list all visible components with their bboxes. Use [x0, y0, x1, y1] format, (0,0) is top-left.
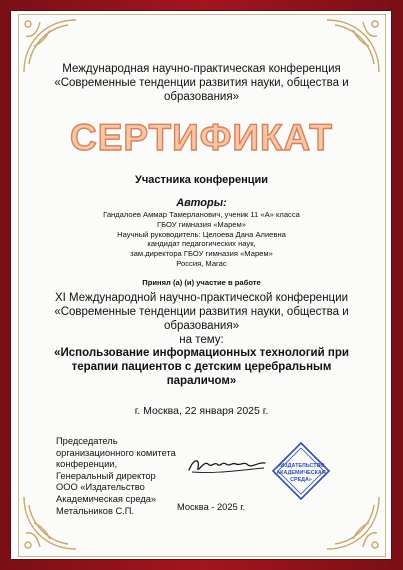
topic-title	[0, 347, 403, 388]
stamp-text-line: «ИЗДАТЕЛЬСТВО	[277, 463, 325, 469]
corner-ornament-bottom-right	[323, 493, 383, 553]
author-line: Гандалоев Аммар Тамерланович, ученик 11 «А» класса	[103, 210, 300, 219]
header-line: Международная научно-практическая конференция	[62, 63, 341, 75]
publisher-stamp	[270, 440, 332, 502]
date-line: г. Москва, 22 января 2025 г.	[134, 405, 269, 417]
header-line: «Современные тенденции развития науки, общества и	[54, 77, 349, 89]
authors-block	[0, 210, 403, 269]
conference-line: XI Международной научно-практической конференции	[54, 292, 348, 304]
author-line: кандидат педагогических наук,	[147, 239, 256, 249]
author-line: Россия, Магас	[176, 258, 227, 268]
signatory-line: конференции,	[56, 459, 118, 470]
signatory-line: Метальников С.П.	[56, 505, 135, 516]
topic-line: параличом»	[166, 374, 237, 387]
signatory-line: Академическая среда»	[56, 493, 157, 504]
participation-note: Принял (а) (и) участие в работе	[142, 278, 261, 287]
author-line: Научный руководитель: Целоева Дана Алиевна	[117, 229, 286, 239]
signatory-line: организационного комитета	[56, 447, 176, 458]
authors-label: Авторы:	[176, 197, 227, 209]
conference-name	[0, 292, 403, 333]
topic-line: «Использование информационных технологий при	[54, 347, 349, 359]
header-line: образования»	[164, 91, 239, 103]
signature-image	[186, 452, 268, 478]
certificate-title: СЕРТИФИКАТ	[69, 117, 334, 158]
signatory-line: Генеральный директор	[56, 470, 156, 481]
stamp-text-line: АКАДЕМИЧЕСКАЯ	[276, 470, 326, 476]
author-line: ГБОУ гимназия «Марем»	[157, 219, 246, 229]
signatory-line: ООО «Издательство	[56, 482, 145, 493]
stamp-text-line: СРЕДА»	[290, 477, 312, 483]
conference-header	[0, 62, 403, 104]
signatory-line: Председатель	[56, 436, 118, 446]
author-line: зам.директора ГБОУ гимназия «Марем»	[130, 249, 273, 259]
conference-line: образования»	[164, 319, 239, 332]
conference-line: «Современные тенденции развития науки, общества и	[54, 305, 349, 318]
bottom-city-year: Москва - 2025 г.	[177, 502, 246, 512]
certificate-subtitle: Участника конференции	[134, 174, 269, 186]
topic-label: на тему:	[179, 334, 224, 346]
topic-line: терапии пациентов с детским церебральным	[71, 360, 332, 373]
